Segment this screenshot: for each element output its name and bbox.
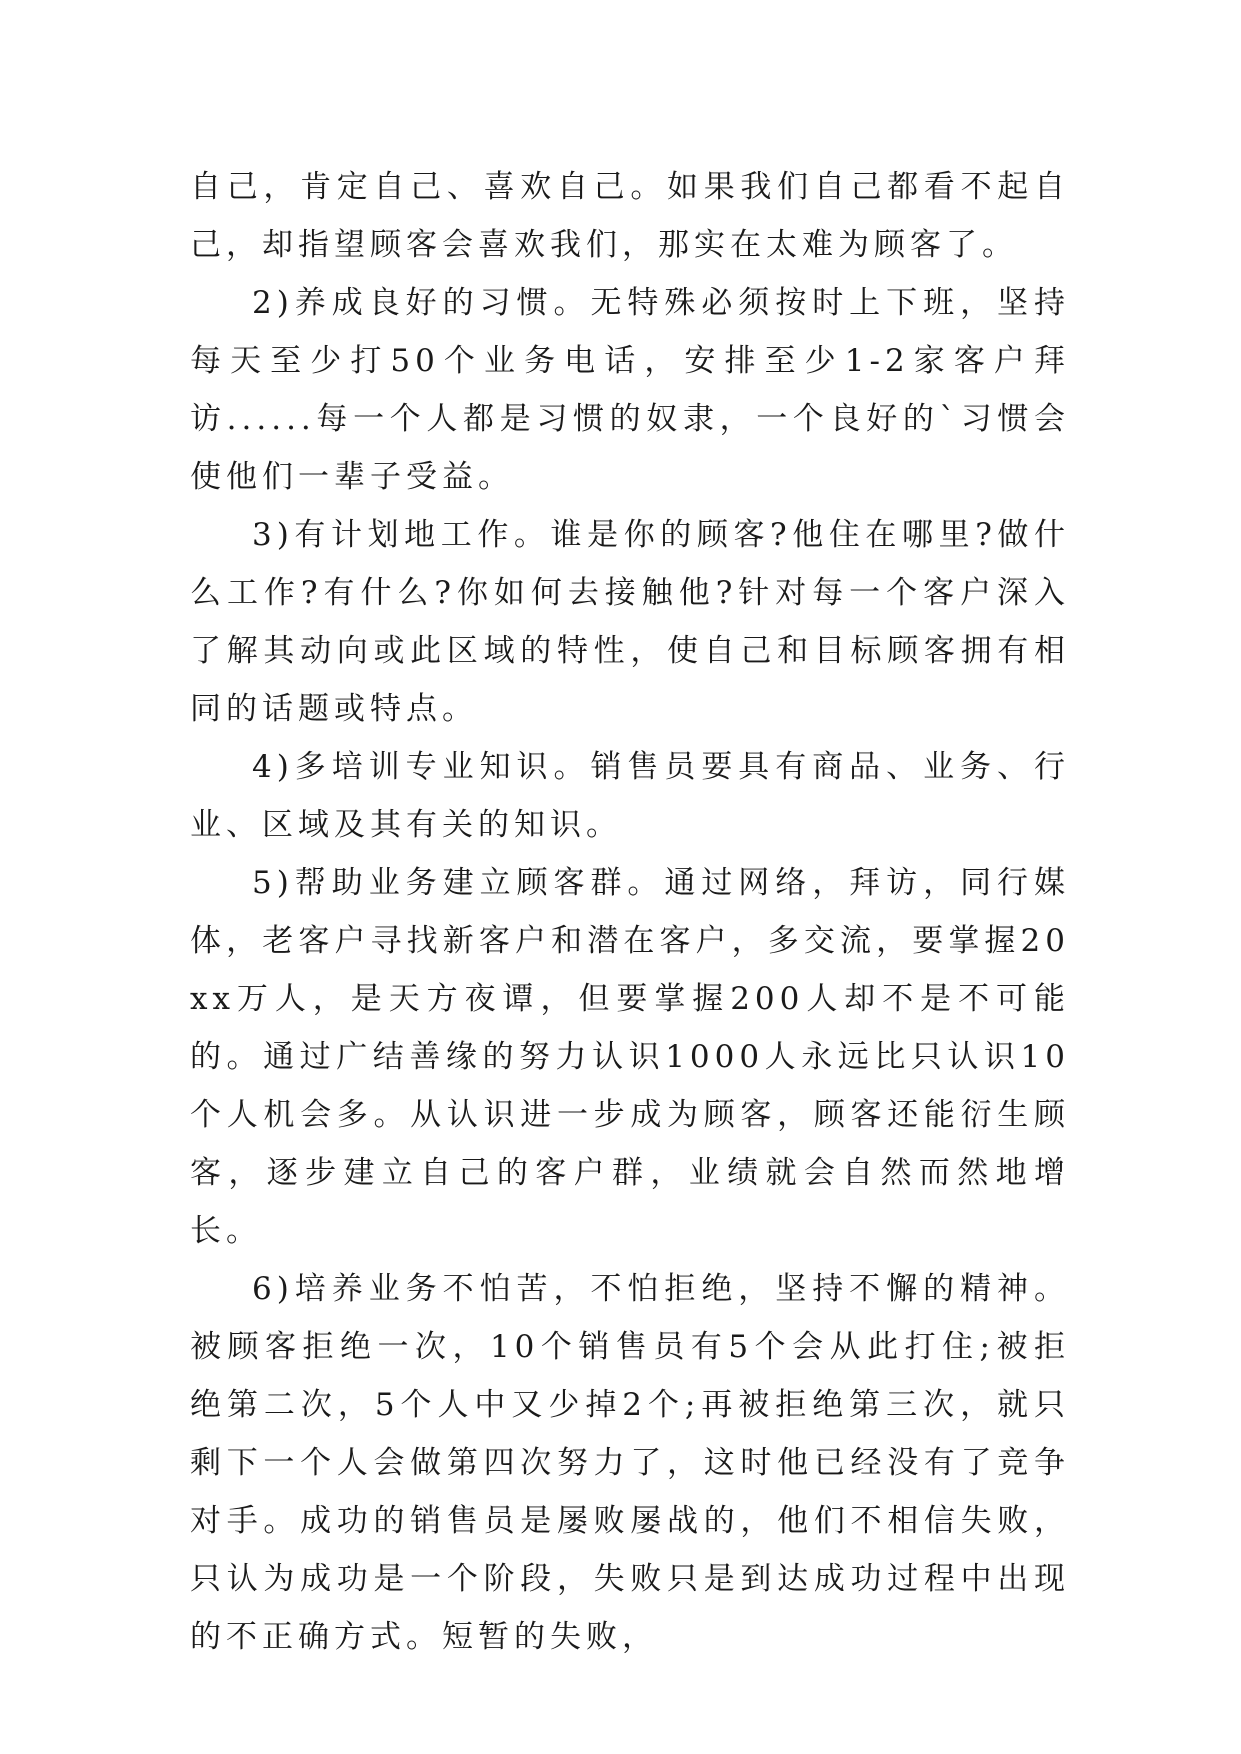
document-body: [190, 158, 1070, 1666]
paragraph-1: 自己，肯定自己、喜欢自己。如果我们自己都看不起自己，却指望顾客会喜欢我们，那实在太难为顾客了。: [190, 169, 1070, 263]
paragraph-2: 2)养成良好的习惯。无特殊必须按时上下班，坚持每天至少打50个业务电话，安排至少1-2家客户拜访......每一个人都是习惯的奴隶，一个良好的`习惯会使他们一辈子受益。: [190, 285, 1070, 495]
paragraph-4: 4)多培训专业知识。销售员要具有商品、业务、行业、区域及其有关的知识。: [190, 749, 1070, 843]
paragraph-6: 6)培养业务不怕苦，不怕拒绝，坚持不懈的精神。被顾客拒绝一次，10个销售员有5个会从此打住;被拒绝第二次，5个人中又少掉2个;再被拒绝第三次，就只剩下一个人会做第四次努力了，这时他已经没有了竞争对手。成功的销售员是屡败屡战的，他们不相信失败，只认为成功是一个阶段，失败只是到达成功过程中出现的不正确方式。短暂的失败，: [190, 1271, 1070, 1655]
paragraph-5: 5)帮助业务建立顾客群。通过网络，拜访，同行媒体，老客户寻找新客户和潜在客户，多交流，要掌握20xx万人，是天方夜谭，但要掌握200人却不是不可能的。通过广结善缘的努力认识1000人永远比只认识10个人机会多。从认识进一步成为顾客，顾客还能衍生顾客，逐步建立自己的客户群，业绩就会自然而然地增长。: [190, 865, 1070, 1249]
paragraph-3: 3)有计划地工作。谁是你的顾客?他住在哪里?做什么工作?有什么?你如何去接触他?针对每一个客户深入了解其动向或此区域的特性，使自己和目标顾客拥有相同的话题或特点。: [190, 517, 1070, 727]
